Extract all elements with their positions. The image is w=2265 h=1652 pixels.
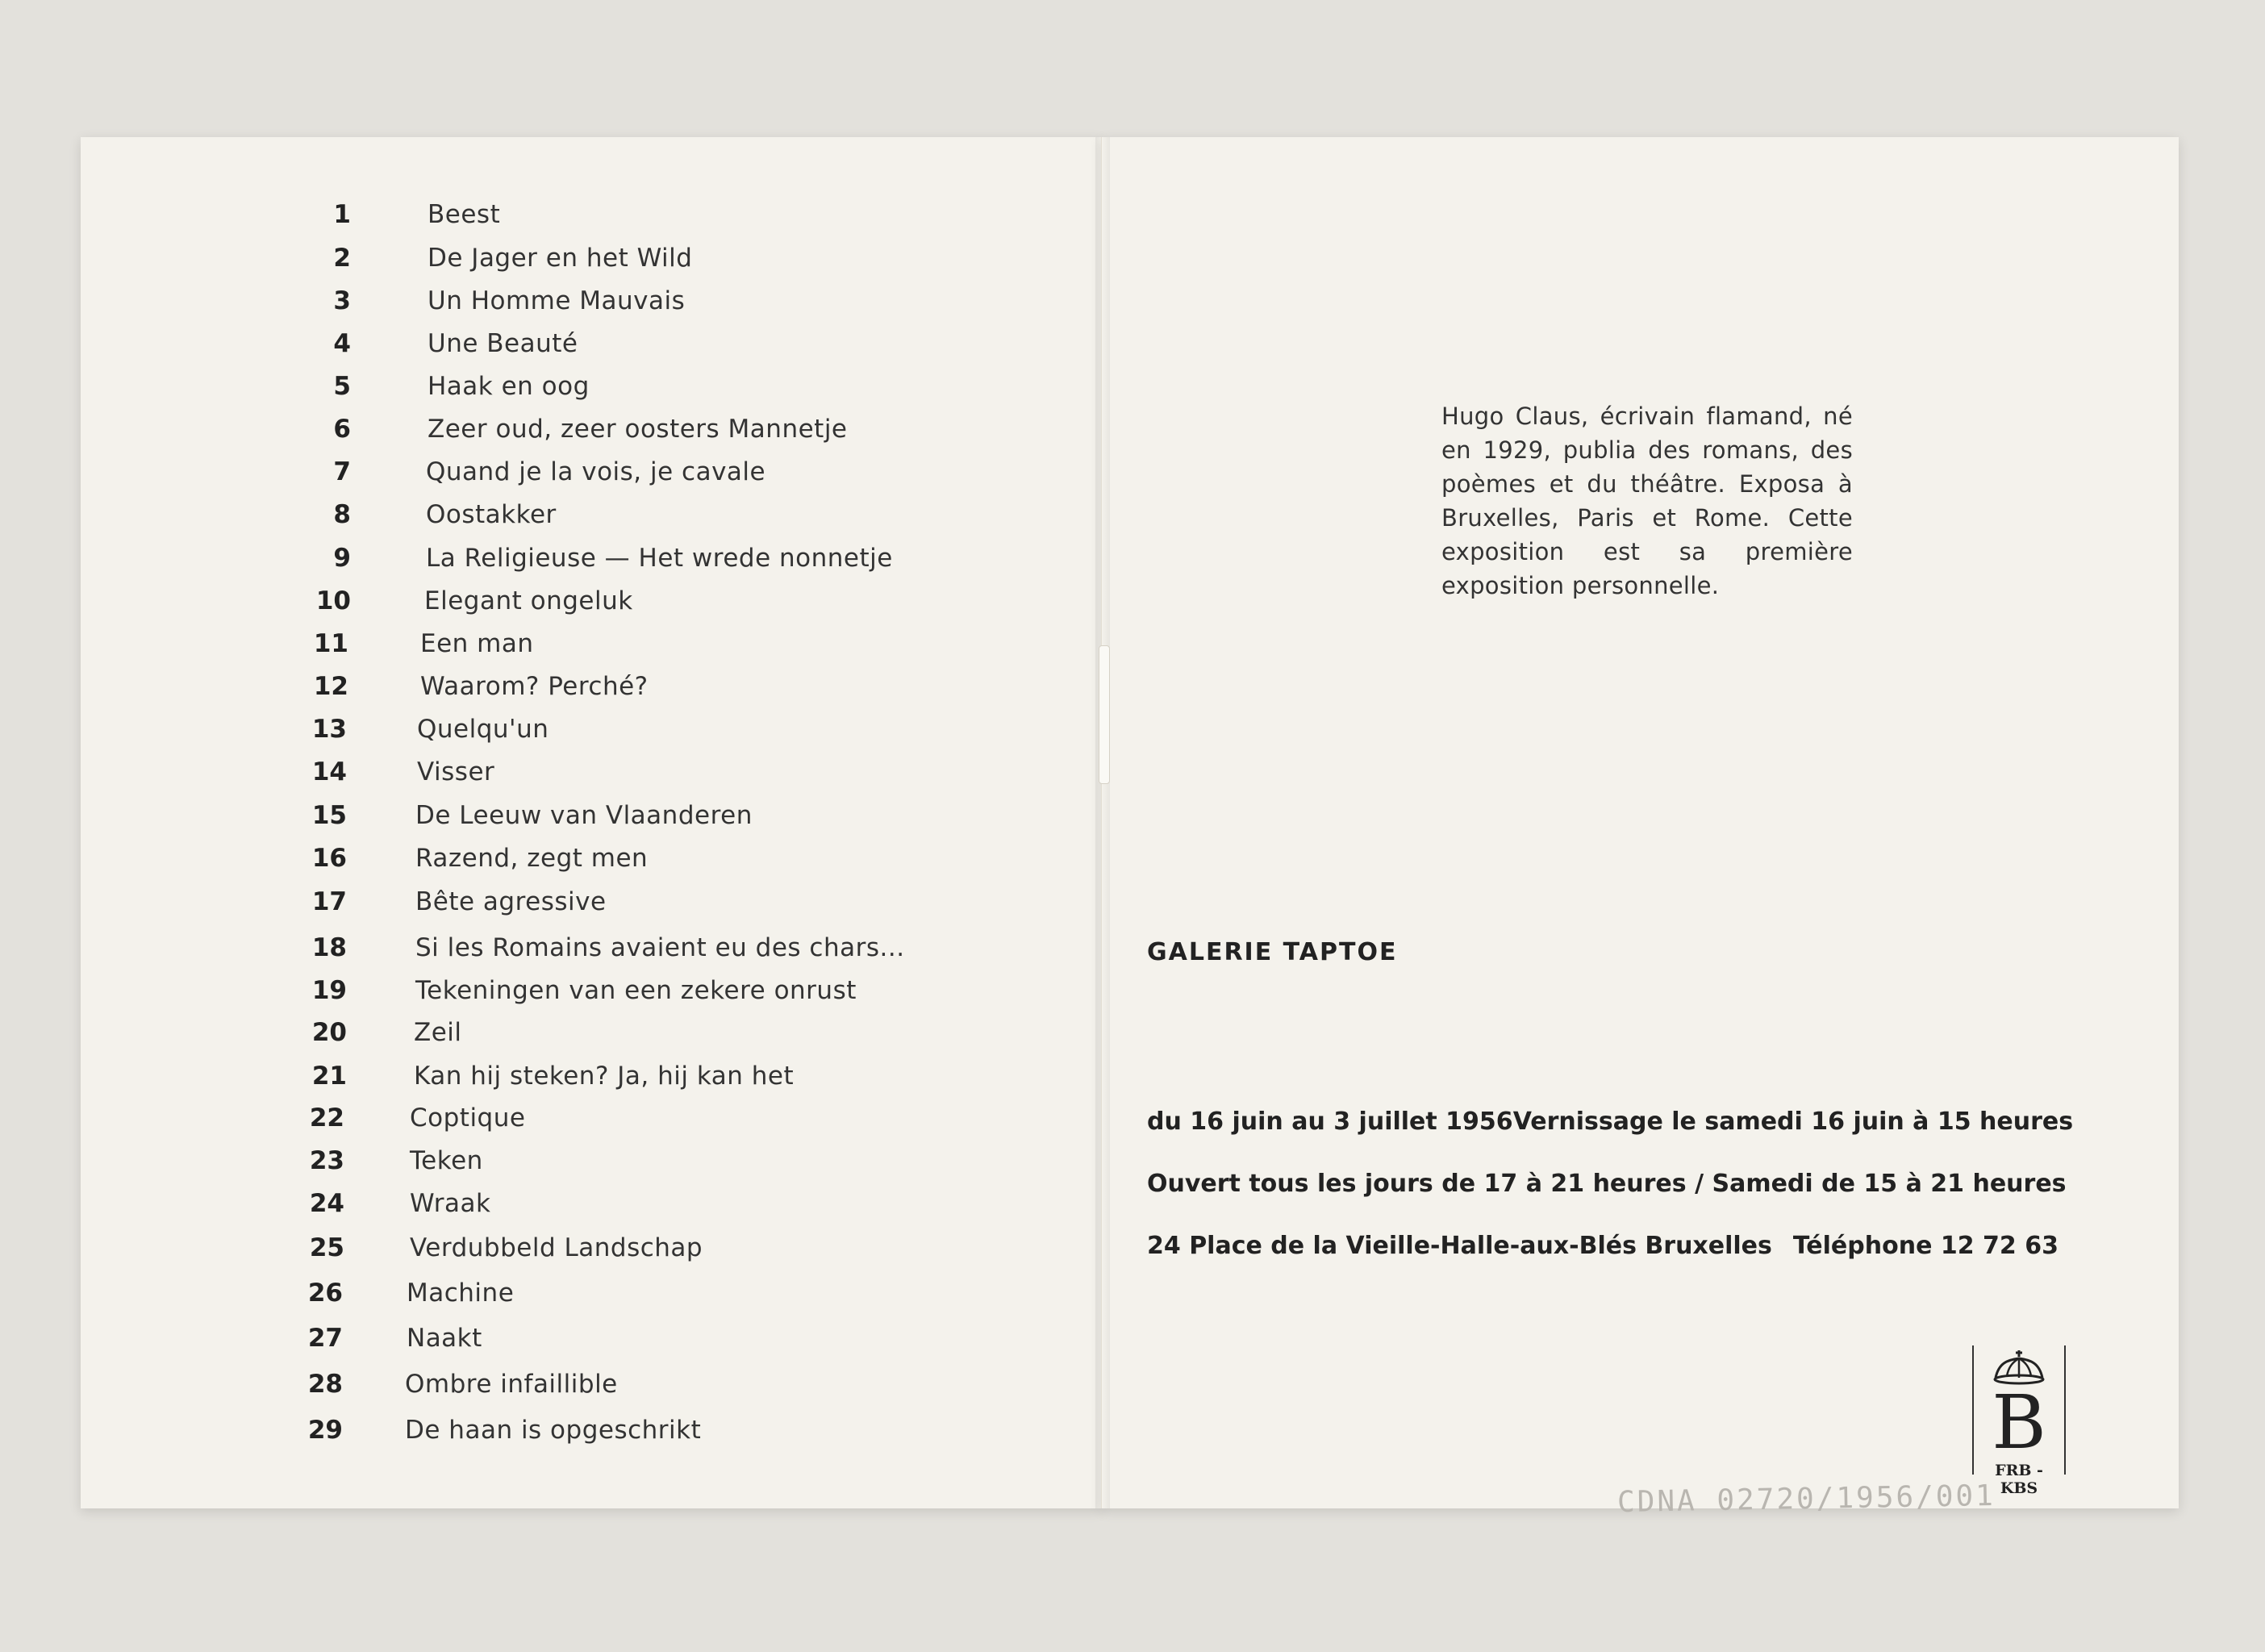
work-title: Naakt <box>407 1324 482 1353</box>
work-item <box>274 837 648 879</box>
work-item <box>270 1272 514 1314</box>
work-item <box>278 580 633 622</box>
work-item <box>274 927 905 969</box>
dates-line <box>1147 1108 2074 1136</box>
work-number: 15 <box>311 801 347 830</box>
foundation-logo <box>1972 1345 2066 1497</box>
logo-letter: B <box>1992 1379 2046 1466</box>
work-item <box>278 237 692 279</box>
work-number: 2 <box>333 244 351 273</box>
work-item <box>278 323 578 365</box>
work-title: De Jager en het Wild <box>428 244 693 273</box>
work-title: Une Beauté <box>428 329 578 358</box>
work-item <box>278 365 590 407</box>
work-item <box>274 795 753 836</box>
work-number: 21 <box>311 1062 347 1091</box>
work-item <box>274 970 857 1012</box>
work-item <box>278 451 765 493</box>
work-number: 14 <box>311 757 347 786</box>
work-item <box>274 881 607 923</box>
work-title: Coptique <box>410 1103 526 1133</box>
work-item <box>278 280 685 322</box>
work-number: 27 <box>307 1324 343 1353</box>
work-title: Teken <box>410 1146 483 1175</box>
work-title: De haan is opgeschrikt <box>405 1416 702 1445</box>
work-item <box>272 1140 483 1182</box>
work-number: 24 <box>309 1189 344 1218</box>
catalog-number: CDNA 02720/1956/001 <box>1616 1479 1996 1520</box>
page-fold <box>1095 137 1110 1508</box>
work-title: Machine <box>407 1279 515 1308</box>
work-title: Tekeningen van een zekere onrust <box>415 976 857 1005</box>
work-item <box>270 1317 482 1359</box>
work-item <box>270 1363 618 1405</box>
work-title: La Religieuse — Het wrede nonnetje <box>426 544 893 573</box>
binding-stitch <box>1099 645 1110 784</box>
work-number: 10 <box>315 586 351 615</box>
gallery-phone: Téléphone 12 72 63 <box>1792 1232 2059 1260</box>
work-number: 7 <box>333 457 351 486</box>
work-title: Ombre infaillible <box>405 1370 618 1399</box>
work-title: Quand je la vois, je cavale <box>426 457 766 486</box>
artist-bio: Hugo Claus, écrivain flamand, né en 1929, publia des romans, des poèmes et du théâtre. Exposa à Bruxelles, Paris et Rome. Cette exposition est sa première exposition personnelle. <box>1441 403 1853 599</box>
work-title: Verdubbeld Landschap <box>410 1233 703 1262</box>
work-item <box>274 708 549 750</box>
work-number: 11 <box>313 629 348 658</box>
work-item <box>274 1012 462 1053</box>
work-number: 12 <box>313 672 348 701</box>
work-number: 3 <box>333 286 351 315</box>
work-title: Een man <box>420 629 534 658</box>
address-line <box>1147 1232 2059 1260</box>
hours-line <box>1147 1170 2067 1198</box>
work-number: 16 <box>311 844 347 873</box>
exhibition-dates: du 16 juin au 3 juillet 1956 <box>1147 1108 1513 1136</box>
work-number: 4 <box>333 329 351 358</box>
work-title: Visser <box>417 757 495 786</box>
work-title: Quelqu'un <box>417 715 549 744</box>
work-number: 17 <box>311 887 347 916</box>
work-number: 1 <box>333 200 351 229</box>
vernissage-info: Vernissage le samedi 16 juin à 15 heures <box>1512 1108 2074 1136</box>
work-title: Beest <box>428 200 501 229</box>
work-number: 18 <box>311 933 347 962</box>
right-page <box>1101 137 2179 1508</box>
work-number: 29 <box>307 1416 343 1445</box>
work-item <box>276 623 534 665</box>
work-item <box>278 194 500 236</box>
work-title: Bête agressive <box>415 887 607 916</box>
gallery-name: GALERIE TAPTOE <box>1147 938 1398 966</box>
work-number: 25 <box>309 1233 344 1262</box>
work-item <box>272 1183 490 1224</box>
work-title: Razend, zegt men <box>415 844 649 873</box>
work-number: 5 <box>333 372 351 401</box>
work-number: 9 <box>333 544 351 573</box>
work-number: 13 <box>311 715 347 744</box>
work-number: 22 <box>309 1103 344 1133</box>
work-item <box>278 537 893 579</box>
work-title: Si les Romains avaient eu des chars... <box>415 933 905 962</box>
work-number: 26 <box>307 1279 343 1308</box>
work-title: Elegant ongeluk <box>424 586 633 615</box>
work-number: 8 <box>333 500 351 529</box>
work-number: 20 <box>311 1018 347 1047</box>
work-number: 23 <box>309 1146 344 1175</box>
work-number: 28 <box>307 1370 343 1399</box>
work-title: Haak en oog <box>428 372 590 401</box>
work-title: Oostakker <box>426 500 557 529</box>
work-item <box>274 751 494 793</box>
left-page <box>81 137 1103 1508</box>
opening-hours: Ouvert tous les jours de 17 à 21 heures / Samedi de 15 à 21 heures <box>1147 1170 2067 1198</box>
work-title: De Leeuw van Vlaanderen <box>415 801 753 830</box>
work-item <box>276 665 649 707</box>
gallery-address: 24 Place de la Vieille-Halle-aux-Blés Bruxelles <box>1147 1232 1772 1260</box>
work-title: Zeil <box>414 1018 462 1047</box>
work-title: Waarom? Perché? <box>420 672 649 701</box>
work-item <box>278 408 848 450</box>
work-item <box>272 1227 703 1269</box>
work-number: 19 <box>311 976 347 1005</box>
work-title: Wraak <box>410 1189 491 1218</box>
booklet <box>81 137 2178 1508</box>
work-item <box>274 1055 794 1097</box>
logo-caption: FRB - KBS <box>1995 1462 2043 1497</box>
work-title: Un Homme Mauvais <box>428 286 686 315</box>
work-item <box>272 1097 525 1139</box>
work-item <box>270 1409 701 1451</box>
work-number: 6 <box>333 415 351 444</box>
work-item <box>278 494 557 536</box>
work-title: Zeer oud, zeer oosters Mannetje <box>428 415 848 444</box>
work-title: Kan hij steken? Ja, hij kan het <box>414 1062 795 1091</box>
